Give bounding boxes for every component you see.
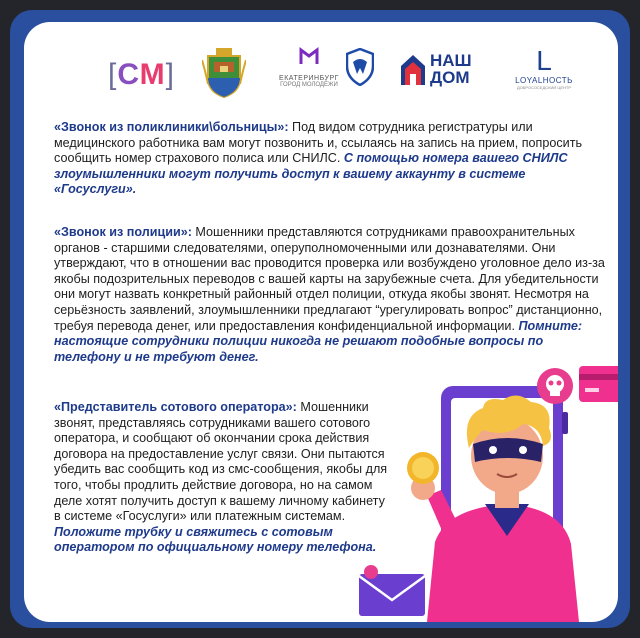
shield-logo-icon — [346, 48, 374, 86]
block-body: Мошенники звонят, представляясь сотрудниками вашего сотового оператора, и сообщают об окончании срока действия договора на предоставление услуг связи. Они пытаются убедить вас сообщить код из смс-сообщения, якобы для того, чтобы продлить действие договора, но на самом деле хотят получить доступ к вашему личному кабинету в системе «Госуслуги» или платежным системам. — [54, 400, 388, 524]
scam-block-police — [54, 225, 609, 365]
block-warning: С помощью номера вашего СНИЛС злоумышленники могут получить доступ к вашему аккаунту в системе «Госуслуги». — [54, 151, 568, 197]
credit-card-icon — [579, 366, 618, 402]
house-logo-icon — [400, 54, 426, 86]
poster — [10, 10, 630, 628]
coat-of-arms-icon — [202, 48, 246, 98]
block-heading: «Звонок из полиции»: — [54, 225, 192, 239]
block-body: Мошенники представляются сотрудниками правоохранительных органов - старшими следователями, оперуполномоченными или дознавателями. Они утверждают, что в отношении вас проводится проверка или возбуждено уголовное дело из-за якобы подозрительных переводов с вашей карты на зарубежные счета. Для убедительности они могут назвать конкретный районный отдел полиции, откуда якобы звонят. Несмотря на серьёзность заявлений, злоумышленники предлагают “урегулировать вопрос” дистанционно, требуя перевода денег, или предоставления конфиденциальной информации. — [54, 225, 605, 333]
scam-block-mobile-operator — [54, 400, 389, 556]
block-warning: Положите трубку и свяжитесь с сотовым оператором по официальному номеру телефона. — [54, 524, 377, 555]
scammer-illustration — [357, 346, 618, 622]
ekb-logo-icon — [298, 46, 320, 68]
logo-ekaterinburg: ЕКАТЕРИНБУРГ ГОРОД МОЛОДЁЖИ — [268, 46, 350, 88]
block-body: Под видом сотрудника регистратуры или медицинского работника вам могут позвонить и, ссылаясь на запись на прием, попросить сообщить номер страхового полиса или СНИЛС. — [54, 120, 583, 166]
logo-nash-dom — [400, 50, 480, 92]
skull-icon — [537, 368, 573, 404]
block-heading: «Представитель сотового оператора»: — [54, 400, 297, 414]
partner-logos — [24, 38, 618, 100]
content-card — [24, 22, 618, 622]
scam-block-clinic — [54, 120, 594, 198]
envelope-icon — [359, 565, 425, 616]
logo-loyalnost: L LOYALНОСТЬ ДОБРОСОСЕДСКИЙ ЦЕНТР — [515, 45, 573, 90]
logo-sm: [СМ] — [108, 58, 175, 91]
block-warning: Помните: настоящие сотрудники полиции никогда не решают подобные вопросы по телефону и не требуют денег. — [54, 318, 583, 364]
nash-dom-text: НАШ ДОМ — [430, 51, 472, 87]
block-heading: «Звонок из поликлиники\больницы»: — [54, 120, 289, 134]
coin-icon — [407, 452, 439, 484]
